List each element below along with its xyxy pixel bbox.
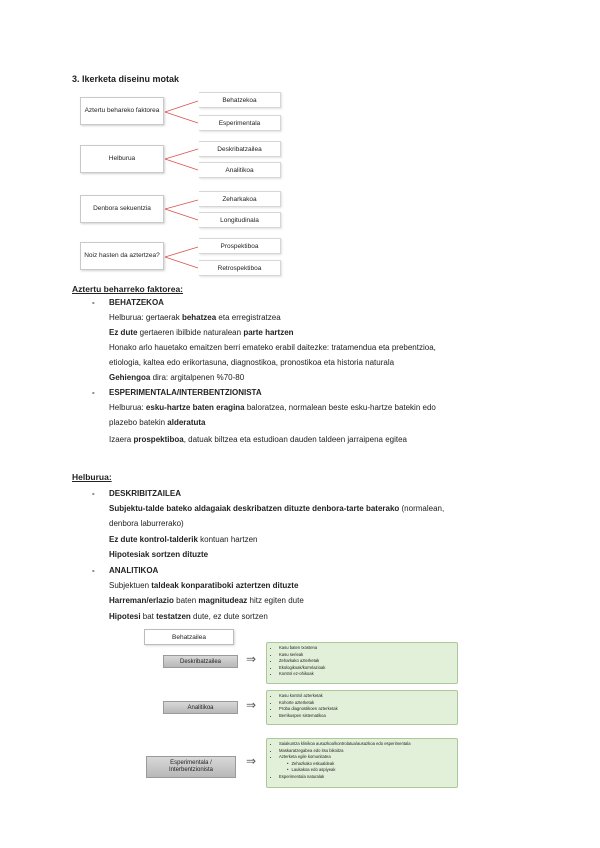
text-line: Hipotesi bat testatzen dute, ez dute sortzen <box>109 612 268 621</box>
text-line: Helburua: esku-hartze baten eragina baloratzea, normalean beste esku-hartze batekin edo <box>109 403 436 412</box>
diagram-node-zeharkakoa: Zeharkakoa <box>199 191 281 207</box>
item-esperimentala: ESPERIMENTALA/INTERBENTZIONISTA <box>109 388 262 397</box>
item-behatzekoa: BEHATZEKOA <box>109 298 164 307</box>
double-arrow-icon: ⇒ <box>246 754 257 768</box>
diagram-node-retrospektiboa: Retrospektiboa <box>199 260 281 276</box>
text-line: Ez dute gertaeren ibilbide naturalean parte hartzen <box>109 328 294 337</box>
diagram-node-aztertu: Aztertu behareko faktorea <box>80 97 164 125</box>
double-arrow-icon: ⇒ <box>246 698 257 712</box>
text-line: Ez dute kontrol-talderik kontuan hartzen <box>109 535 258 544</box>
text-line: Izaera prospektiboa, datuak biltzea eta estudioan dauden taldeen jarraipena egitea <box>109 435 407 444</box>
bottom-header-behatzailea: Behatzailea <box>144 629 234 645</box>
bullet-dash: - <box>92 489 95 498</box>
item-deskribitzailea: DESKRIBITZAILEA <box>109 489 181 498</box>
text-line: Harreman/erlazio baten magnitudeaz hitz egiten dute <box>109 596 304 605</box>
bullet-dash: - <box>92 298 95 307</box>
diagram-node-behatzekoa: Behatzekoa <box>199 92 281 108</box>
bottom-row-label-esperimentala: Esperimentala / Interbentzionista <box>146 756 236 778</box>
diagram-node-longitudinala: Longitudinala <box>199 212 281 228</box>
bullet-box-analitikoa: • Kasu kontrol azterketak • Kohorte azterketak • Proba diagnostikoen azterketak • Berrikuspen sistematikoa <box>266 690 458 725</box>
page-heading: 3. Ikerketa diseinu motak <box>72 74 180 84</box>
text-line: Hipotesiak sortzen dituzte <box>109 550 209 559</box>
item-analitikoa: ANALITIKOA <box>109 566 159 575</box>
diagram-node-noiz: Noiz hasten da aztertzea? <box>80 242 164 270</box>
bullet-dash: - <box>92 388 95 397</box>
text-line: plazebo batekin alderatuta <box>109 418 206 427</box>
bottom-row-label-deskribatzailea: Deskribatzailea <box>163 655 238 668</box>
text-line: Gehiengoa dira: argitalpenen %70-80 <box>109 373 245 382</box>
diagram-node-helburua: Helburua <box>80 145 164 173</box>
bottom-row-label-analitikoa: Analitikoa <box>163 701 238 714</box>
text-line: Honako arlo hauetako emaitzen berri emateko erabil daitezke: tratamendua eta prebentzioa, <box>109 343 436 352</box>
bullet-dash: - <box>92 566 95 575</box>
diagram-node-esperimentala: Esperimentala <box>199 115 281 131</box>
text-line: Subjektuen taldeak konparatiboki aztertzen dituzte <box>109 581 299 590</box>
text-line: Helburua: gertaerak behatzea eta erregistratzea <box>109 313 281 322</box>
section-title-aztertu: Aztertu beharreko faktorea: <box>72 284 184 294</box>
text-line: Subjektu-talde bateko aldagaiak deskribatzen dituzte denbora-tarte baterako (normalean, <box>109 504 445 513</box>
text-line: denbora laburrerako) <box>109 519 184 528</box>
diagram-node-denbora: Denbora sekuentzia <box>80 195 164 223</box>
section-title-helburua: Helburua: <box>72 472 112 482</box>
bullet-box-esperimentala: • Saiakuntza klinikoa ausazkoa/kontrolatua/ausazkoa edo esperimentala • Maskaratzegabea edo itsu bikoitza • Azterketa egile komunitatea • Zehazkako eskualdeak • Laukakoa edo aspiyeak • Esperimentala naturalak <box>266 738 458 788</box>
double-arrow-icon: ⇒ <box>246 652 257 666</box>
diagram-node-deskribatzailea: Deskribatzailea <box>199 141 281 157</box>
diagram-node-prospektiboa: Prospektiboa <box>199 238 281 254</box>
bullet-box-deskribatzailea: • Kasu baten txostena • Kasu serieak • Zeharkako azterketak • Ekologikoak/korrelazioak • Kontrol ez-ohikoak <box>266 642 458 684</box>
text-line: etiologia, kaltea edo erikortasuna, diagnostikoa, pronostikoa eta historia naturala <box>109 358 395 367</box>
diagram-node-analitikoa: Analitikoa <box>199 162 281 178</box>
